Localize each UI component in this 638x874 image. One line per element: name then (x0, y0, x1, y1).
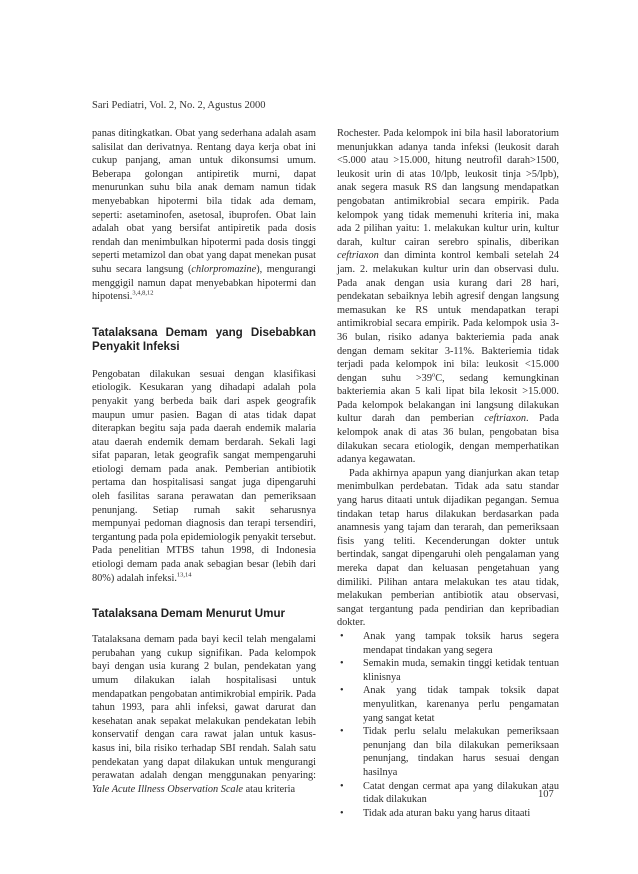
bullet-icon: • (340, 726, 344, 738)
bullet-icon: • (340, 780, 344, 792)
heading-fever-infection: Tatalaksana Demam yang Disebabkan Penyakit Infeksi (92, 325, 316, 353)
bullet-icon: • (340, 658, 344, 670)
bullet-icon: • (340, 630, 344, 642)
paragraph-etiology: Pengobatan dilakukan sesuai dengan klasifikasi etiologik. Kesukaran yang dihadapi adalah pola penyakit yang berbeda baik dari aspek geografik maupun umur pasien. Bagan di atas tidak dapat diterapkan begitu saja pada daerah endemik malaria atau daerah endemik demam berdarah. Sekali lagi sifat paparan, letak geografik sangat mempengaruhi etiologi demam pada anak. Pemberian antibiotik pertama dan hospitalisasi sangat juga dipengaruhi oleh fasilitas sarana perawatan dan pemeriksaan penunjang. Setiap rumah sakit seharusnya mempunyai pedoman diagnosis dan terapi tersendiri, tergantung pada pola epidemiologik penyakit tersebut. Pada penelitian MTBS tahun 1998, di Indonesia etiologi demam pada anak sebagian besar (lebih dari 80%) adalah infeksi.$^{13,14}$ (92, 368, 316, 584)
degree-sign: o (431, 371, 436, 379)
paragraph-antipyretics: panas ditingkatkan. Obat yang sederhana adalah asam salisilat dan derivatnya. Rentang daya kerja obat ini cukup panjang, aman untuk dikonsumsi umum. Beberapa golongan antipiretik murni, dapat menurunkan suhu bila anak demam namun tidak menyebabkan hipotermi bila tidak ada demam, seperti: asetaminofen, asetosal, ibuprofen. Obat lain adalah obat yang bersifat antipiretik pada dosis rendah dan menimbulkan hipotermi pada dosis tinggi seperti metamizol dan obat yang dapat menekan pusat suhu secara langsung (chlorpromazine), mengurangi menggigil namun dapat menyebabkan hipotermi dan hipotensi.$^{3,4,8,12}$ (92, 128, 316, 303)
drug-name-italic: chlorpromazine (191, 263, 257, 275)
citation-ref: 13,14 (176, 571, 192, 579)
paragraph-infant-management: Tatalaksana demam pada bayi kecil telah mengalami perubahan yang cukup signifikan. Pada kelompok bayi dengan usia kurang 2 bulan, pendekatan yang umum dilakukan ialah hospitalisasi untuk mendapatkan pengobatan antimikrobial empirik. Pada tahun 1993, para ahli infeksi, gawat darurat dan kesehatan anak sepakat melakukan pendekatan lebih konservatif dengan cara rawat jalan untuk kasus-kasus ini, bila risiko terhadap SBI rendah. Salah satu pendekatan yang dapat dilakukan untuk mengurangi perawatan adalah dengan menggunakan penyaring: Yale Acute Illness Observation Scale atau kriteria (92, 634, 316, 795)
drug-name-italic: ceftriaxon (484, 413, 527, 425)
drug-name-italic: ceftriaxon (337, 250, 379, 262)
page-number: 107 (538, 789, 554, 800)
list-item: • Tidak perlu selalu melakukan pemeriksaan penunjang dan bila dilakukan pemeriksaan penunjang, tindakan harus sesuai dengan hasilnya (340, 726, 559, 778)
list-item: • Anak yang tidak tampak toksik dapat menyulitkan, karenanya perlu pengamatan yang sangat ketat (340, 685, 559, 724)
list-item: • Catat dengan cermat apa yang dilakukan atau tidak dilakukan (340, 780, 559, 806)
right-column (337, 127, 559, 820)
bullet-icon: • (340, 685, 344, 697)
list-item: • Semakin muda, semakin tinggi ketidak tentuan klinisnya (340, 658, 559, 683)
list-item: • Anak yang tampak toksik harus segera mendapat tindakan yang segera (340, 630, 559, 656)
list-item: • Tidak ada aturan baku yang harus ditaati (340, 807, 531, 819)
bullet-icon: • (340, 807, 344, 819)
citation-ref: 3,4,8,12 (132, 289, 154, 297)
paragraph-rochester: Rochester. Pada kelompok ini bila hasil laboratorium menunjukkan adanya tanda infeksi (leukosit darah <5.000 atau >15.000, hitung neutrofil darah>1500, leukosit urin di atas 10/lpb, leukosit tinja >5/lpb), anak segera masuk RS dan langsung mendapatkan pengobatan antimikrobial secara empirik. Pada kelompok yang tidak memenuhi kriteria ini, maka ada 2 pilihan yaitu: 1. melakukan kultur urin, kultur darah, kultur cairan serebro spinalis, diberikan ceftriaxon dan diminta kontrol kembali setelah 24 jam. 2. melakukan kultur urin dan observasi dulu. Pada anak dengan usia kurang dari 28 hari, pendekatan sebaiknya lebih agresif dengan langsung memasukan ke RS untuk mendapatkan terapi antimikrobial secara empirik. Pada kelompok usia 3-36 bulan, risiko adanya bakteriemia pada anak dengan demam sekitar 3-11%. Bakteriemia tidak terjadi pada kelompok ini bila: leukosit <15.000 dengan suhu $>39^oC$, sedang kemungkinan bakteriemia akan 5 kali lipat bila lekosit >15.000. Pada kelompok belakangan ini langsung dilakukan kultur darah dan pemberian ceftriaxon. Pada kelompok anak di atas 36 bulan, pengobatan bisa dilakukan secara etiologik, dengan memperhatikan adanya kegawatan. (337, 128, 559, 466)
left-column (92, 127, 316, 796)
paragraph-conclusion: Pada akhirnya apapun yang dianjurkan akan tetap menimbulkan perdebatan. Tidak ada satu standar yang harus ditaati untuk dijadikan pegangan. Semua tindakan tetap harus dilakukan berdasarkan pada anamnesis yang tajam dan terarah, dan pemeriksaan fisis yang teliti. Kecenderungan dokter untuk bertindak, sangat dipengaruhi oleh pengalaman yang mereka dapat dan keluasan pengetahuan yang dimiliki. Pilihan antara melakukan tes atau tidak, melakukan pemberian antibiotik atau observasi, sangat tergantung pada pendirian dan kepribadian dokter. (337, 467, 559, 629)
running-head: Sari Pediatri, Vol. 2, No. 2, Agustus 2000 (92, 100, 266, 111)
heading-fever-age: Tatalaksana Demam Menurut Umur (92, 607, 286, 621)
scale-name-italic: Yale Acute Illness Observation Scale (92, 783, 243, 795)
recommendation-list (337, 630, 559, 820)
